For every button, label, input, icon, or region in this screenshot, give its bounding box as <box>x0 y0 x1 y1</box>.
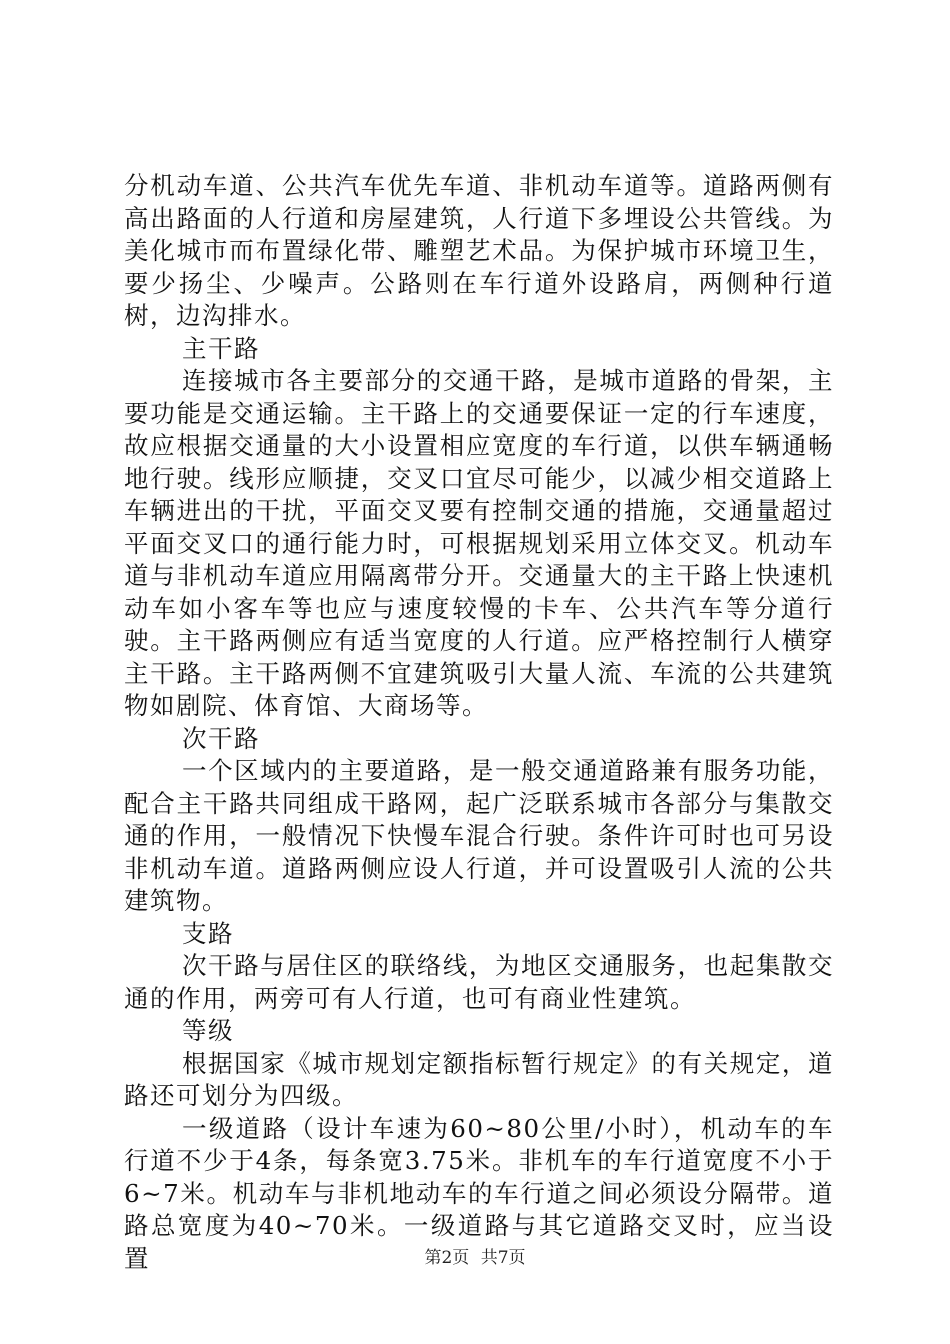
paragraph-main-road: 连接城市各主要部分的交通干路，是城市道路的骨架，主要功能是交通运输。主干路上的交通要保证一定的行车速度，故应根据交通量的大小设置相应宽度的车行道，以供车辆通畅地行驶。线形应顺捷，交叉口宜尽可能少，以减少相交道路上车辆进出的干扰，平面交叉要有控制交通的措施，交通量超过平面交叉口的通行能力时，可根据规划采用立体交叉。机动车道与非机动车道应用隔离带分开。交通量大的主干路上快速机动车如小客车等也应与速度较慢的卡车、公共汽车等分道行驶。主干路两侧应有适当宽度的人行道。应严格控制行人横穿主干路。主干路两侧不宜建筑吸引大量人流、车流的公共建筑物如剧院、体育馆、大商场等。 <box>124 366 834 720</box>
heading-secondary-road: 次干路 <box>182 723 260 753</box>
paragraph-grade-intro: 根据国家《城市规划定额指标暂行规定》的有关规定，道路还可划分为四级。 <box>124 1048 834 1110</box>
paragraph-grade-one: 一级道路（设计车速为60~80公里/小时），机动车的车行道不少于4条，每条宽3.75米。非机车的车行道宽度不小于6~7米。机动车与非机地动车的车行道之间必须设分隔带。道路总宽度为40~70米。一级道路与其它道路交叉时，应当设置 <box>124 1113 834 1273</box>
heading-grade: 等级 <box>182 1016 234 1045</box>
heading-branch-road: 支路 <box>182 918 234 948</box>
page-number: 第2页 <box>424 1248 470 1268</box>
paragraph-road-facilities: 分机动车道、公共汽车优先车道、非机动车道等。道路两侧有高出路面的人行道和房屋建筑，人行道下多埋设公共管线。为美化城市而布置绿化带、雕塑艺术品。为保护城市环境卫生，要少扬尘、少噪声。公路则在车行道外设路肩，两侧种行道树，边沟排水。 <box>124 171 834 330</box>
paragraph-secondary-road: 一个区域内的主要道路，是一般交通道路兼有服务功能，配合主干路共同组成干路网，起广泛联系城市各部分与集散交通的作用，一般情况下快慢车混合行驶。条件许可时也可另设非机动车道。道路两侧应设人行道，并可设置吸引人流的公共建筑物。 <box>124 756 834 915</box>
page-total: 共7页 <box>480 1248 526 1268</box>
page-footer <box>0 1246 950 1270</box>
document-body <box>124 170 834 1275</box>
heading-main-road: 主干路 <box>182 333 260 363</box>
paragraph-branch-road: 次干路与居住区的联络线，为地区交通服务，也起集散交通的作用，两旁可有人行道，也可有商业性建筑。 <box>124 951 834 1013</box>
